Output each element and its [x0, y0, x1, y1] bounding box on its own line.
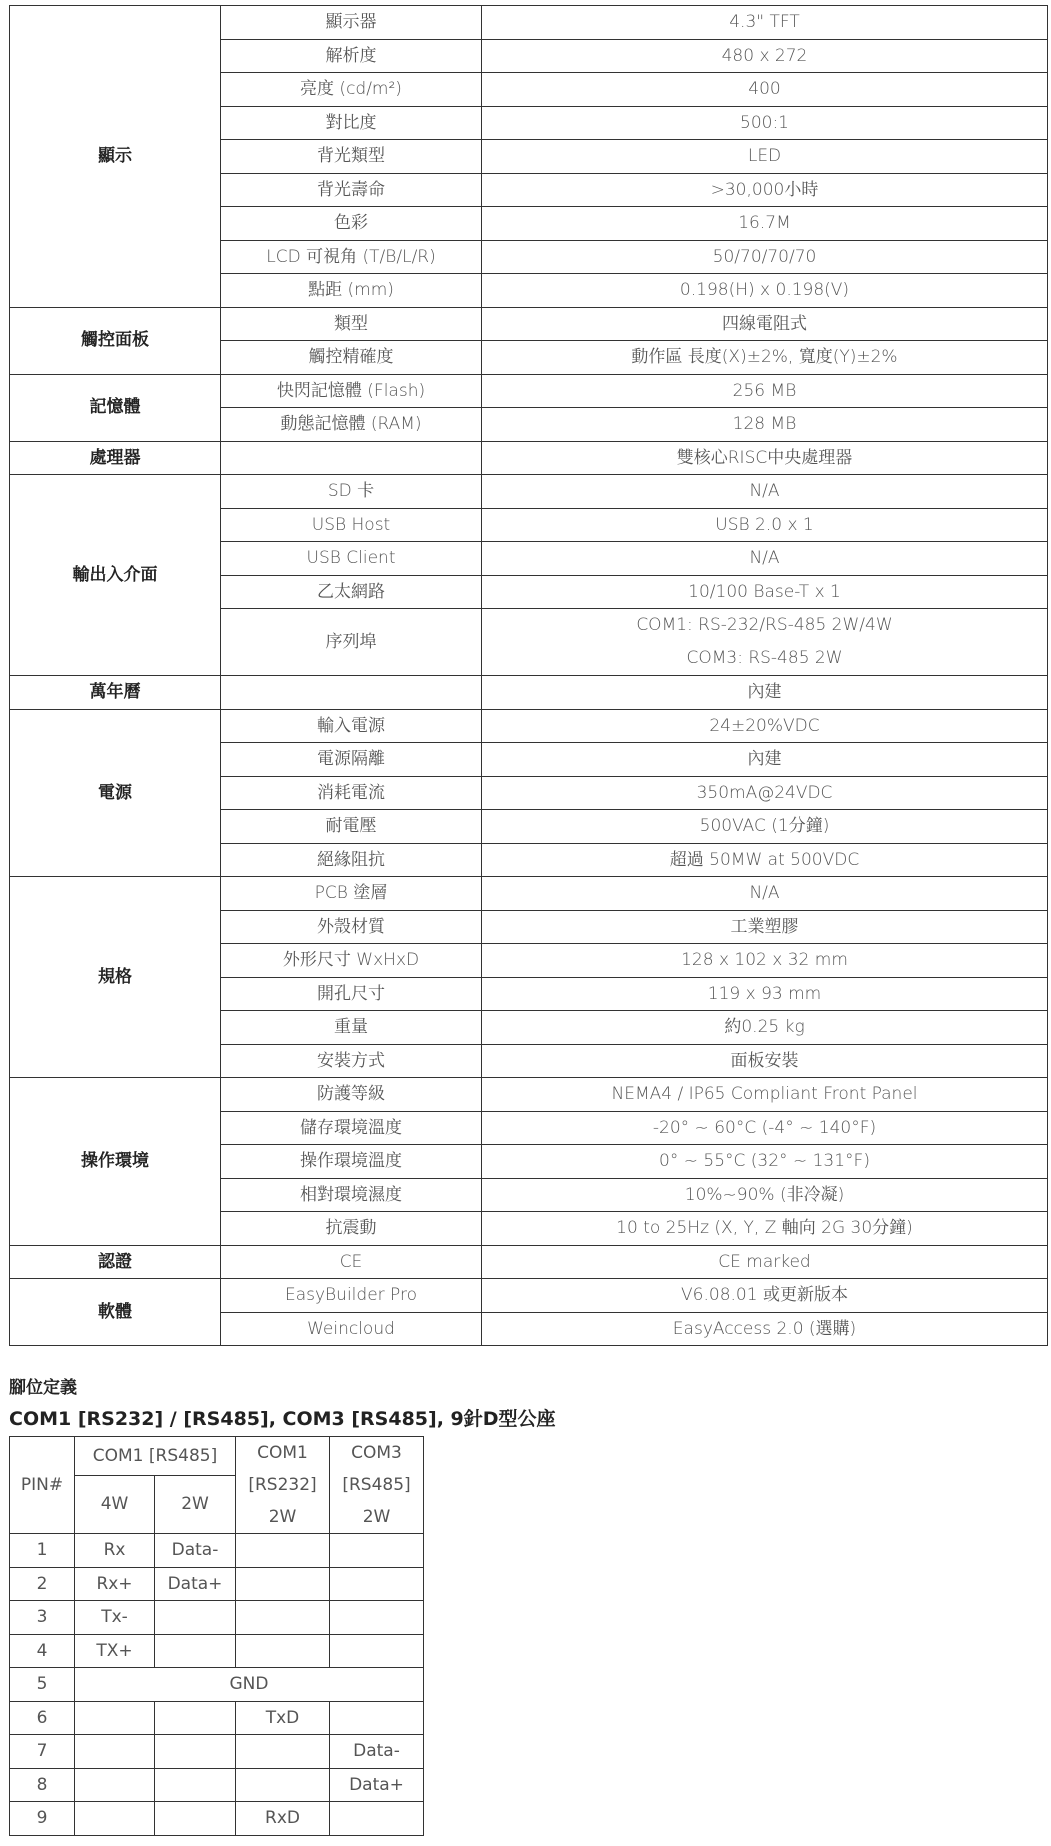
spec-category: 處理器	[10, 441, 221, 475]
pin-signal	[155, 1735, 236, 1769]
spec-row	[10, 709, 1048, 743]
spec-label: 絕緣阻抗	[221, 843, 482, 877]
spec-label: 類型	[221, 307, 482, 341]
com3-rs485-header-line: 2W	[362, 1507, 391, 1527]
spec-label: 亮度 (cd/m²)	[221, 73, 482, 107]
pin-number: 8	[10, 1768, 75, 1802]
spec-value: 10/100 Base-T x 1	[482, 575, 1048, 609]
pin-signal: Data-	[155, 1534, 236, 1568]
spec-label: Weincloud	[221, 1312, 482, 1346]
spec-category: 規格	[10, 877, 221, 1078]
spec-label: 快閃記憶體 (Flash)	[221, 374, 482, 408]
spec-label: 重量	[221, 1011, 482, 1045]
spec-table-body	[10, 6, 1048, 1346]
pin-row	[10, 1634, 424, 1668]
pin-number: 1	[10, 1534, 75, 1568]
pin-signal	[155, 1802, 236, 1836]
spec-row	[10, 877, 1048, 911]
spec-label: 儲存環境溫度	[221, 1111, 482, 1145]
spec-value: 119 x 93 mm	[482, 977, 1048, 1011]
spec-row	[10, 6, 1048, 40]
spec-label: 觸控精確度	[221, 341, 482, 375]
spec-label: 耐電壓	[221, 810, 482, 844]
pin-row	[10, 1567, 424, 1601]
spec-label: 背光類型	[221, 140, 482, 174]
spec-row	[10, 374, 1048, 408]
spec-label: 相對環境濕度	[221, 1178, 482, 1212]
spec-label: 消耗電流	[221, 776, 482, 810]
pin-signal: TX+	[75, 1634, 155, 1668]
com1-rs232-header	[236, 1437, 330, 1534]
spec-value: 4.3" TFT	[482, 6, 1048, 40]
pin-row	[10, 1534, 424, 1568]
pin-row	[10, 1601, 424, 1635]
spec-label: PCB 塗層	[221, 877, 482, 911]
pin-signal	[155, 1634, 236, 1668]
spec-value: 內建	[482, 743, 1048, 777]
pin-row	[10, 1668, 424, 1702]
spec-label: CE	[221, 1245, 482, 1279]
pin-signal	[236, 1634, 330, 1668]
pin-number: 5	[10, 1668, 75, 1702]
spec-value: 四線電阻式	[482, 307, 1048, 341]
pin-number: 2	[10, 1567, 75, 1601]
pin-signal: TxD	[236, 1701, 330, 1735]
com1-rs232-header-line: [RS232]	[248, 1475, 317, 1495]
spec-category: 萬年曆	[10, 676, 221, 710]
pin-signal	[75, 1768, 155, 1802]
spec-label: 防護等級	[221, 1078, 482, 1112]
spec-value: 24±20%VDC	[482, 709, 1048, 743]
com3-rs485-header	[330, 1437, 424, 1534]
spec-label: 背光壽命	[221, 173, 482, 207]
spec-value	[482, 609, 1048, 676]
spec-category: 觸控面板	[10, 307, 221, 374]
spec-value: 500VAC (1分鐘)	[482, 810, 1048, 844]
com3-rs485-header-line: [RS485]	[342, 1475, 411, 1495]
com1-rs485-header: COM1 [RS485]	[75, 1437, 236, 1476]
spec-label	[221, 676, 482, 710]
pin-signal	[155, 1701, 236, 1735]
spec-value: 雙核心RISC中央處理器	[482, 441, 1048, 475]
4w-header: 4W	[75, 1475, 155, 1533]
spec-value: 超過 50MW at 500VDC	[482, 843, 1048, 877]
spec-row	[10, 1078, 1048, 1112]
spec-label: 乙太網路	[221, 575, 482, 609]
pin-signal	[330, 1567, 424, 1601]
pin-number: 4	[10, 1634, 75, 1668]
spec-row	[10, 1245, 1048, 1279]
pin-signal	[155, 1768, 236, 1802]
spec-label: USB Host	[221, 508, 482, 542]
pin-number: 3	[10, 1601, 75, 1635]
pin-row	[10, 1768, 424, 1802]
spec-value: N/A	[482, 542, 1048, 576]
spec-category: 操作環境	[10, 1078, 221, 1246]
pin-signal: Data-	[330, 1735, 424, 1769]
spec-row	[10, 1279, 1048, 1313]
spec-value: N/A	[482, 475, 1048, 509]
spec-value: 16.7M	[482, 207, 1048, 241]
spec-category: 記憶體	[10, 374, 221, 441]
spec-label: 電源隔離	[221, 743, 482, 777]
pin-definition-heading: 腳位定義	[9, 1378, 77, 1398]
spec-value: 350mA@24VDC	[482, 776, 1048, 810]
spec-label: 抗震動	[221, 1212, 482, 1246]
spec-table	[9, 5, 1048, 1346]
spec-row	[10, 307, 1048, 341]
spec-category: 認證	[10, 1245, 221, 1279]
pin-signal: RxD	[236, 1802, 330, 1836]
spec-label: 輸入電源	[221, 709, 482, 743]
pin-signal	[236, 1768, 330, 1802]
pin-signal	[330, 1802, 424, 1836]
spec-value: 動作區 長度(X)±2%, 寬度(Y)±2%	[482, 341, 1048, 375]
spec-row	[10, 475, 1048, 509]
pin-row	[10, 1735, 424, 1769]
spec-value: N/A	[482, 877, 1048, 911]
spec-value: 500:1	[482, 106, 1048, 140]
pin-signal: GND	[75, 1668, 424, 1702]
spec-category: 顯示	[10, 6, 221, 308]
pin-signal	[75, 1802, 155, 1836]
spec-value: 內建	[482, 676, 1048, 710]
spec-category: 輸出入介面	[10, 475, 221, 676]
spec-label: SD 卡	[221, 475, 482, 509]
spec-value: 50/70/70/70	[482, 240, 1048, 274]
pin-number: 9	[10, 1802, 75, 1836]
spec-value: 面板安裝	[482, 1044, 1048, 1078]
pin-signal	[330, 1601, 424, 1635]
spec-label: 動態記憶體 (RAM)	[221, 408, 482, 442]
2w-header: 2W	[155, 1475, 236, 1533]
spec-label	[221, 441, 482, 475]
spec-value-line: COM3: RS-485 2W	[686, 648, 843, 668]
spec-label: 對比度	[221, 106, 482, 140]
spec-row	[10, 676, 1048, 710]
spec-label: 外形尺寸 WxHxD	[221, 944, 482, 978]
pin-signal	[330, 1534, 424, 1568]
pin-table-body	[10, 1437, 424, 1836]
spec-label: 序列埠	[221, 609, 482, 676]
pin-signal	[330, 1634, 424, 1668]
spec-row	[10, 441, 1048, 475]
spec-value: 10 to 25Hz (X, Y, Z 軸向 2G 30分鐘)	[482, 1212, 1048, 1246]
spec-value: -20° ~ 60°C (-4° ~ 140°F)	[482, 1111, 1048, 1145]
spec-label: 外殼材質	[221, 910, 482, 944]
pin-header-row	[10, 1437, 424, 1476]
spec-value: V6.08.01 或更新版本	[482, 1279, 1048, 1313]
spec-label: LCD 可視角 (T/B/L/R)	[221, 240, 482, 274]
com1-rs232-header-line: COM1	[257, 1443, 308, 1463]
pin-signal	[75, 1701, 155, 1735]
spec-value: 128 x 102 x 32 mm	[482, 944, 1048, 978]
spec-label: EasyBuilder Pro	[221, 1279, 482, 1313]
pin-row	[10, 1701, 424, 1735]
pin-signal	[75, 1735, 155, 1769]
spec-label: 點距 (mm)	[221, 274, 482, 308]
com1-rs232-header-line: 2W	[268, 1507, 297, 1527]
pin-signal	[236, 1534, 330, 1568]
pin-signal	[236, 1601, 330, 1635]
spec-value: EasyAccess 2.0 (選購)	[482, 1312, 1048, 1346]
pin-signal: Rx	[75, 1534, 155, 1568]
spec-category: 電源	[10, 709, 221, 877]
spec-value: 約0.25 kg	[482, 1011, 1048, 1045]
spec-value: 工業塑膠	[482, 910, 1048, 944]
pin-header: PIN#	[10, 1437, 75, 1534]
spec-value: NEMA4 / IP65 Compliant Front Panel	[482, 1078, 1048, 1112]
spec-category: 軟體	[10, 1279, 221, 1346]
spec-value: 10%~90% (非冷凝)	[482, 1178, 1048, 1212]
spec-label: 顯示器	[221, 6, 482, 40]
pin-row	[10, 1802, 424, 1836]
pin-signal: Tx-	[75, 1601, 155, 1635]
spec-label: 操作環境溫度	[221, 1145, 482, 1179]
spec-value: CE marked	[482, 1245, 1048, 1279]
spec-label: 安裝方式	[221, 1044, 482, 1078]
spec-value: USB 2.0 x 1	[482, 508, 1048, 542]
pin-signal	[236, 1735, 330, 1769]
pin-definition-subheading: COM1 [RS232] / [RS485], COM3 [RS485], 9針D型公座	[9, 1408, 556, 1430]
pin-signal: Rx+	[75, 1567, 155, 1601]
pin-number: 6	[10, 1701, 75, 1735]
spec-value: 480 x 272	[482, 39, 1048, 73]
pin-signal	[330, 1701, 424, 1735]
spec-value: 128 MB	[482, 408, 1048, 442]
spec-value: 256 MB	[482, 374, 1048, 408]
pin-signal	[236, 1567, 330, 1601]
spec-value: 0.198(H) x 0.198(V)	[482, 274, 1048, 308]
spec-value: >30,000小時	[482, 173, 1048, 207]
spec-value: 400	[482, 73, 1048, 107]
pin-number: 7	[10, 1735, 75, 1769]
pin-signal: Data+	[330, 1768, 424, 1802]
pin-table	[9, 1436, 424, 1836]
spec-label: 開孔尺寸	[221, 977, 482, 1011]
pin-signal	[155, 1601, 236, 1635]
spec-label: USB Client	[221, 542, 482, 576]
spec-value-line: COM1: RS-232/RS-485 2W/4W	[636, 615, 893, 635]
pin-signal: Data+	[155, 1567, 236, 1601]
spec-label: 色彩	[221, 207, 482, 241]
spec-label: 解析度	[221, 39, 482, 73]
com3-rs485-header-line: COM3	[351, 1443, 402, 1463]
spec-value: 0° ~ 55°C (32° ~ 131°F)	[482, 1145, 1048, 1179]
spec-value: LED	[482, 140, 1048, 174]
